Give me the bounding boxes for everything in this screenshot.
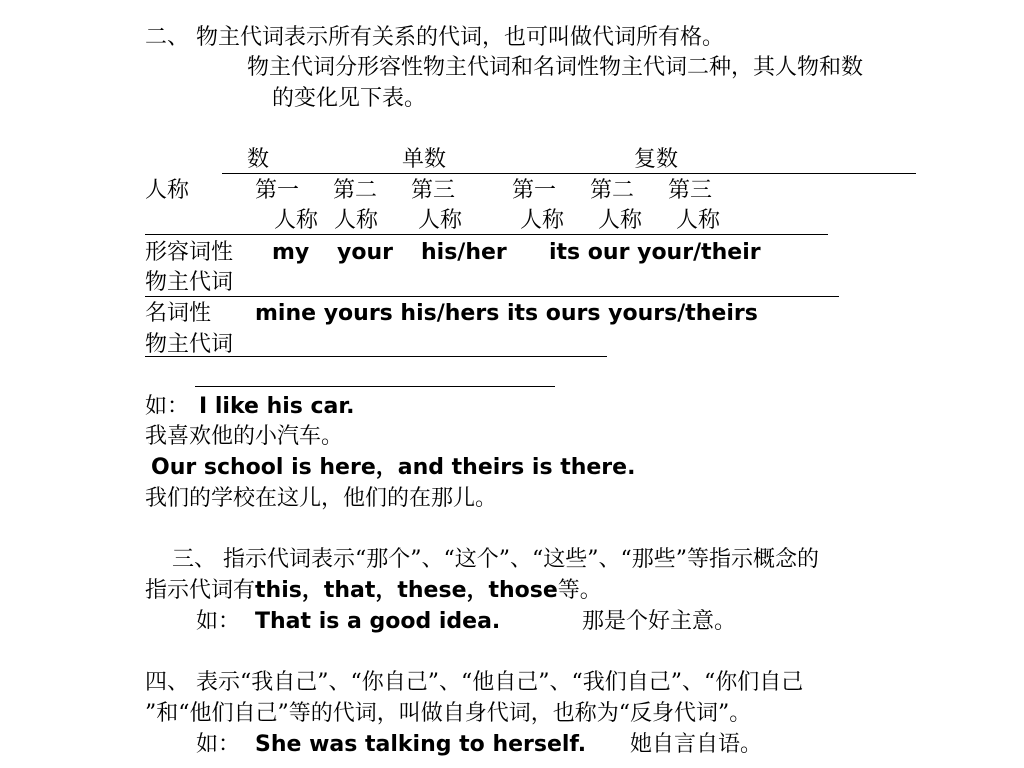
example-english: That is a good idea.: [255, 609, 501, 634]
section4-heading: 四、 表示“我自己”、“你自己”、“他自己”、“我们自己”、“你们自己: [145, 670, 804, 695]
table-rule: [145, 234, 828, 235]
example-translation: 那是个好主意。: [582, 609, 737, 634]
example-translation: 我喜欢他的小汽车。: [145, 424, 344, 449]
example-translation: 她自言自语。: [630, 732, 763, 757]
table-rule: [145, 296, 839, 297]
section4-line2: ”和“他们自己”等的代词，叫做自身代词，也称为“反身代词”。: [145, 701, 752, 726]
adj-form-your: your: [337, 240, 393, 265]
example-prefix: 如：: [196, 732, 241, 757]
adj-form-plural: its our your/their: [549, 240, 761, 265]
person-suffix: 人称: [676, 208, 721, 233]
person-second: 第二: [333, 178, 378, 203]
section3-heading: 三、 指示代词表示“那个”、“这个”、“这些”、“那些”等指示概念的: [172, 547, 819, 572]
section2-heading: 二、 物主代词表示所有关系的代词，也可叫做代词所有格。: [145, 25, 724, 50]
table-header-number: 数: [247, 147, 270, 172]
example-translation: 我们的学校在这儿，他们的在那儿。: [145, 486, 498, 511]
example-prefix: 如：: [196, 609, 241, 634]
adj-form-my: my: [272, 240, 310, 265]
adj-label-2: 物主代词: [145, 270, 234, 295]
table-rule: [222, 173, 916, 174]
adj-label: 形容词性: [145, 240, 234, 265]
example-prefix: 如：: [145, 394, 190, 419]
section2-desc-line1: 物主代词分形容性物主代词和名词性物主代词二种，其人物和数: [247, 55, 864, 80]
person-third: 第三: [411, 178, 456, 203]
person-first: 第一: [255, 178, 300, 203]
person-suffix: 人称: [334, 208, 379, 233]
table-header-plural: 复数: [634, 147, 679, 172]
person-suffix: 人称: [520, 208, 565, 233]
section2-desc-line2: 的变化见下表。: [272, 86, 427, 111]
table-header-singular: 单数: [402, 147, 447, 172]
adj-form-his-her: his/her: [421, 240, 507, 265]
person-first-plural: 第一: [512, 178, 557, 203]
example-line: [145, 392, 354, 422]
person-suffix: 人称: [418, 208, 463, 233]
person-suffix: 人称: [274, 208, 319, 233]
person-label: 人称: [145, 178, 190, 203]
person-suffix: 人称: [598, 208, 643, 233]
person-second-plural: 第二: [590, 178, 635, 203]
noun-label-2: 物主代词: [145, 332, 234, 357]
example-english: I like his car.: [199, 394, 355, 419]
section3-line2: 指示代词有this，that，these，those等。: [145, 578, 602, 603]
example-english: She was talking to herself.: [255, 732, 587, 757]
noun-forms: mine yours his/hers its ours yours/theirs: [255, 301, 758, 326]
table-rule: [195, 386, 555, 387]
example-english: Our school is here，and theirs is there.: [151, 455, 636, 480]
demonstrative-words: this，that，these，those: [255, 578, 558, 603]
noun-label: 名词性: [145, 301, 212, 326]
person-third-plural: 第三: [668, 178, 713, 203]
table-rule: [145, 356, 607, 357]
